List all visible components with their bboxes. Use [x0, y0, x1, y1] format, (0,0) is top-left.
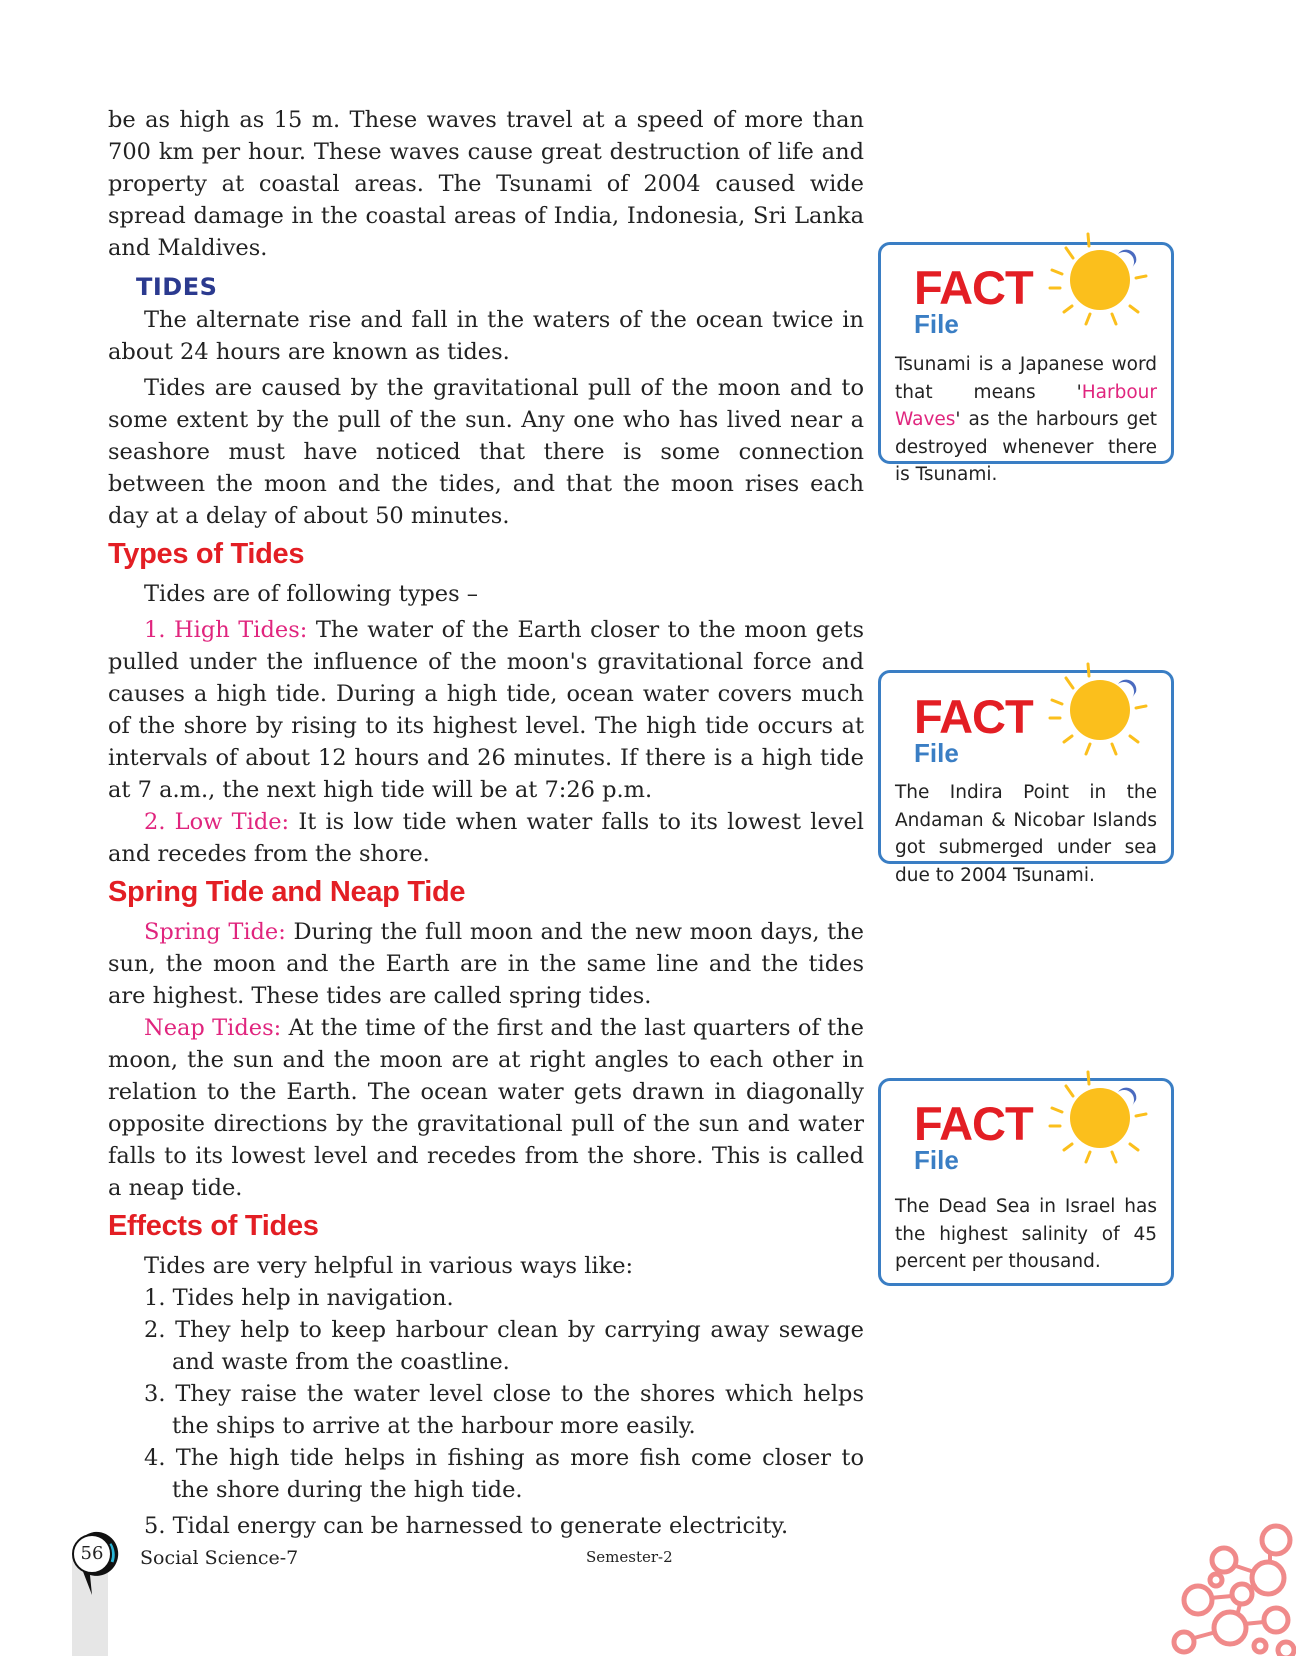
- spring-tide-paragraph: [108, 916, 864, 1012]
- fact-file-subtitle-2: File: [914, 738, 959, 768]
- effects-list-item: 3. They raise the water level close to the shores which helps the ships to arrive at the harbour more easily.: [144, 1381, 864, 1439]
- fact-file-title-1: FACT: [912, 264, 1039, 312]
- tides-paragraph-2: Tides are caused by the gravitational pull of the moon and to some extent by the pull of the sun. Any one who has lived near a seashore must have noticed that there is some connection between the moon and the tides, and that the moon rises each day at a delay of about 50 minutes.: [108, 375, 864, 529]
- fact-file-text-2: The Indira Point in the Andaman & Nicobar Islands got submerged under sea due to 2004 Tsunami.: [895, 782, 1157, 886]
- effects-list: [108, 1282, 864, 1542]
- fact-file-subtitle-3: File: [914, 1145, 959, 1175]
- fact-file-highlight: Harbour Waves: [895, 381, 1157, 430]
- sun-icon: [1040, 658, 1160, 778]
- spring-neap-heading: Spring Tide and Neap Tide: [108, 876, 466, 908]
- fact-file-title-3: FACT: [912, 1100, 1039, 1148]
- types-intro: Tides are of following types –: [144, 581, 479, 607]
- spring-tide-label: Spring Tide:: [144, 919, 286, 945]
- spring-tide-text: During the full moon and the new moon days, the sun, the moon and the Earth are in the same line and the tides are highest. These tides are called spring tides.: [108, 919, 864, 1009]
- effects-list-item: 2. They help to keep harbour clean by carrying away sewage and waste from the coastline.: [144, 1317, 864, 1375]
- fact-file-title-2: FACT: [912, 693, 1039, 741]
- neap-tides-text: At the time of the first and the last quarters of the moon, the sun and the moon are at right angles to each other in relation to the Earth. The ocean water gets drawn in diagonally opposite directions by the gravitational pull of the sun and water falls to its lowest level and recedes from the shore. This is called a neap tide.: [108, 1015, 864, 1201]
- main-text-column: [108, 104, 864, 1542]
- low-tide-label: 2. Low Tide:: [144, 809, 290, 835]
- intro-paragraph: be as high as 15 m. These waves travel at a speed of more than 700 km per hour. These waves cause great destruction of life and property at coastal areas. The Tsunami of 2004 caused wide spread damage in the coastal areas of India, Indonesia, Sri Lanka and Maldives.: [108, 107, 864, 261]
- effects-list-item: 1. Tides help in navigation.: [144, 1285, 454, 1311]
- sun-icon: [1040, 1066, 1160, 1186]
- low-tide-text: It is low tide when water falls to its lowest level and recedes from the shore.: [108, 809, 864, 867]
- sun-icon: [1040, 228, 1160, 348]
- effects-list-item: 5. Tidal energy can be harnessed to generate electricity.: [144, 1513, 789, 1539]
- book-title: Social Science-7: [140, 1547, 299, 1569]
- high-tides-text: The water of the Earth closer to the moon gets pulled under the influence of the moon's gravitational force and causes a high tide. During a high tide, ocean water covers much of the shore by rising to its highest level. The high tide occurs at intervals of about 12 hours and 26 minutes. If there is a high tide at 7 a.m., the next high tide will be at 7:26 p.m.: [108, 617, 864, 803]
- fact-file-text-1-start: Tsunami is a Japanese word that means ': [895, 354, 1157, 403]
- neap-tides-paragraph: [108, 1012, 864, 1204]
- fact-file-text-1: [895, 351, 1157, 489]
- low-tide-paragraph: [108, 806, 864, 870]
- tides-paragraph-1: The alternate rise and fall in the waters of the ocean twice in about 24 hours are known as tides.: [108, 307, 864, 365]
- semester-label: Semester-2: [586, 1548, 673, 1566]
- page-number: 56: [72, 1534, 112, 1574]
- effects-intro: Tides are very helpful in various ways like:: [144, 1253, 634, 1279]
- tides-heading: TIDES: [136, 273, 218, 301]
- neap-tides-label: Neap Tides:: [144, 1015, 282, 1041]
- fact-file-text-1-end: ' as the harbours get destroyed whenever there is Tsunami.: [895, 409, 1157, 485]
- fact-file-text-3: The Dead Sea in Israel has the highest salinity of 45 percent per thousand.: [895, 1196, 1157, 1272]
- types-of-tides-heading: Types of Tides: [108, 538, 305, 570]
- high-tides-label: 1. High Tides:: [144, 617, 308, 643]
- effects-of-tides-heading: Effects of Tides: [108, 1210, 319, 1242]
- decorative-bubbles-icon: [1120, 1510, 1296, 1656]
- effects-list-item: 4. The high tide helps in fishing as more fish come closer to the shore during the high tide.: [144, 1445, 864, 1503]
- fact-file-subtitle-1: File: [914, 309, 959, 339]
- high-tides-paragraph: [108, 614, 864, 806]
